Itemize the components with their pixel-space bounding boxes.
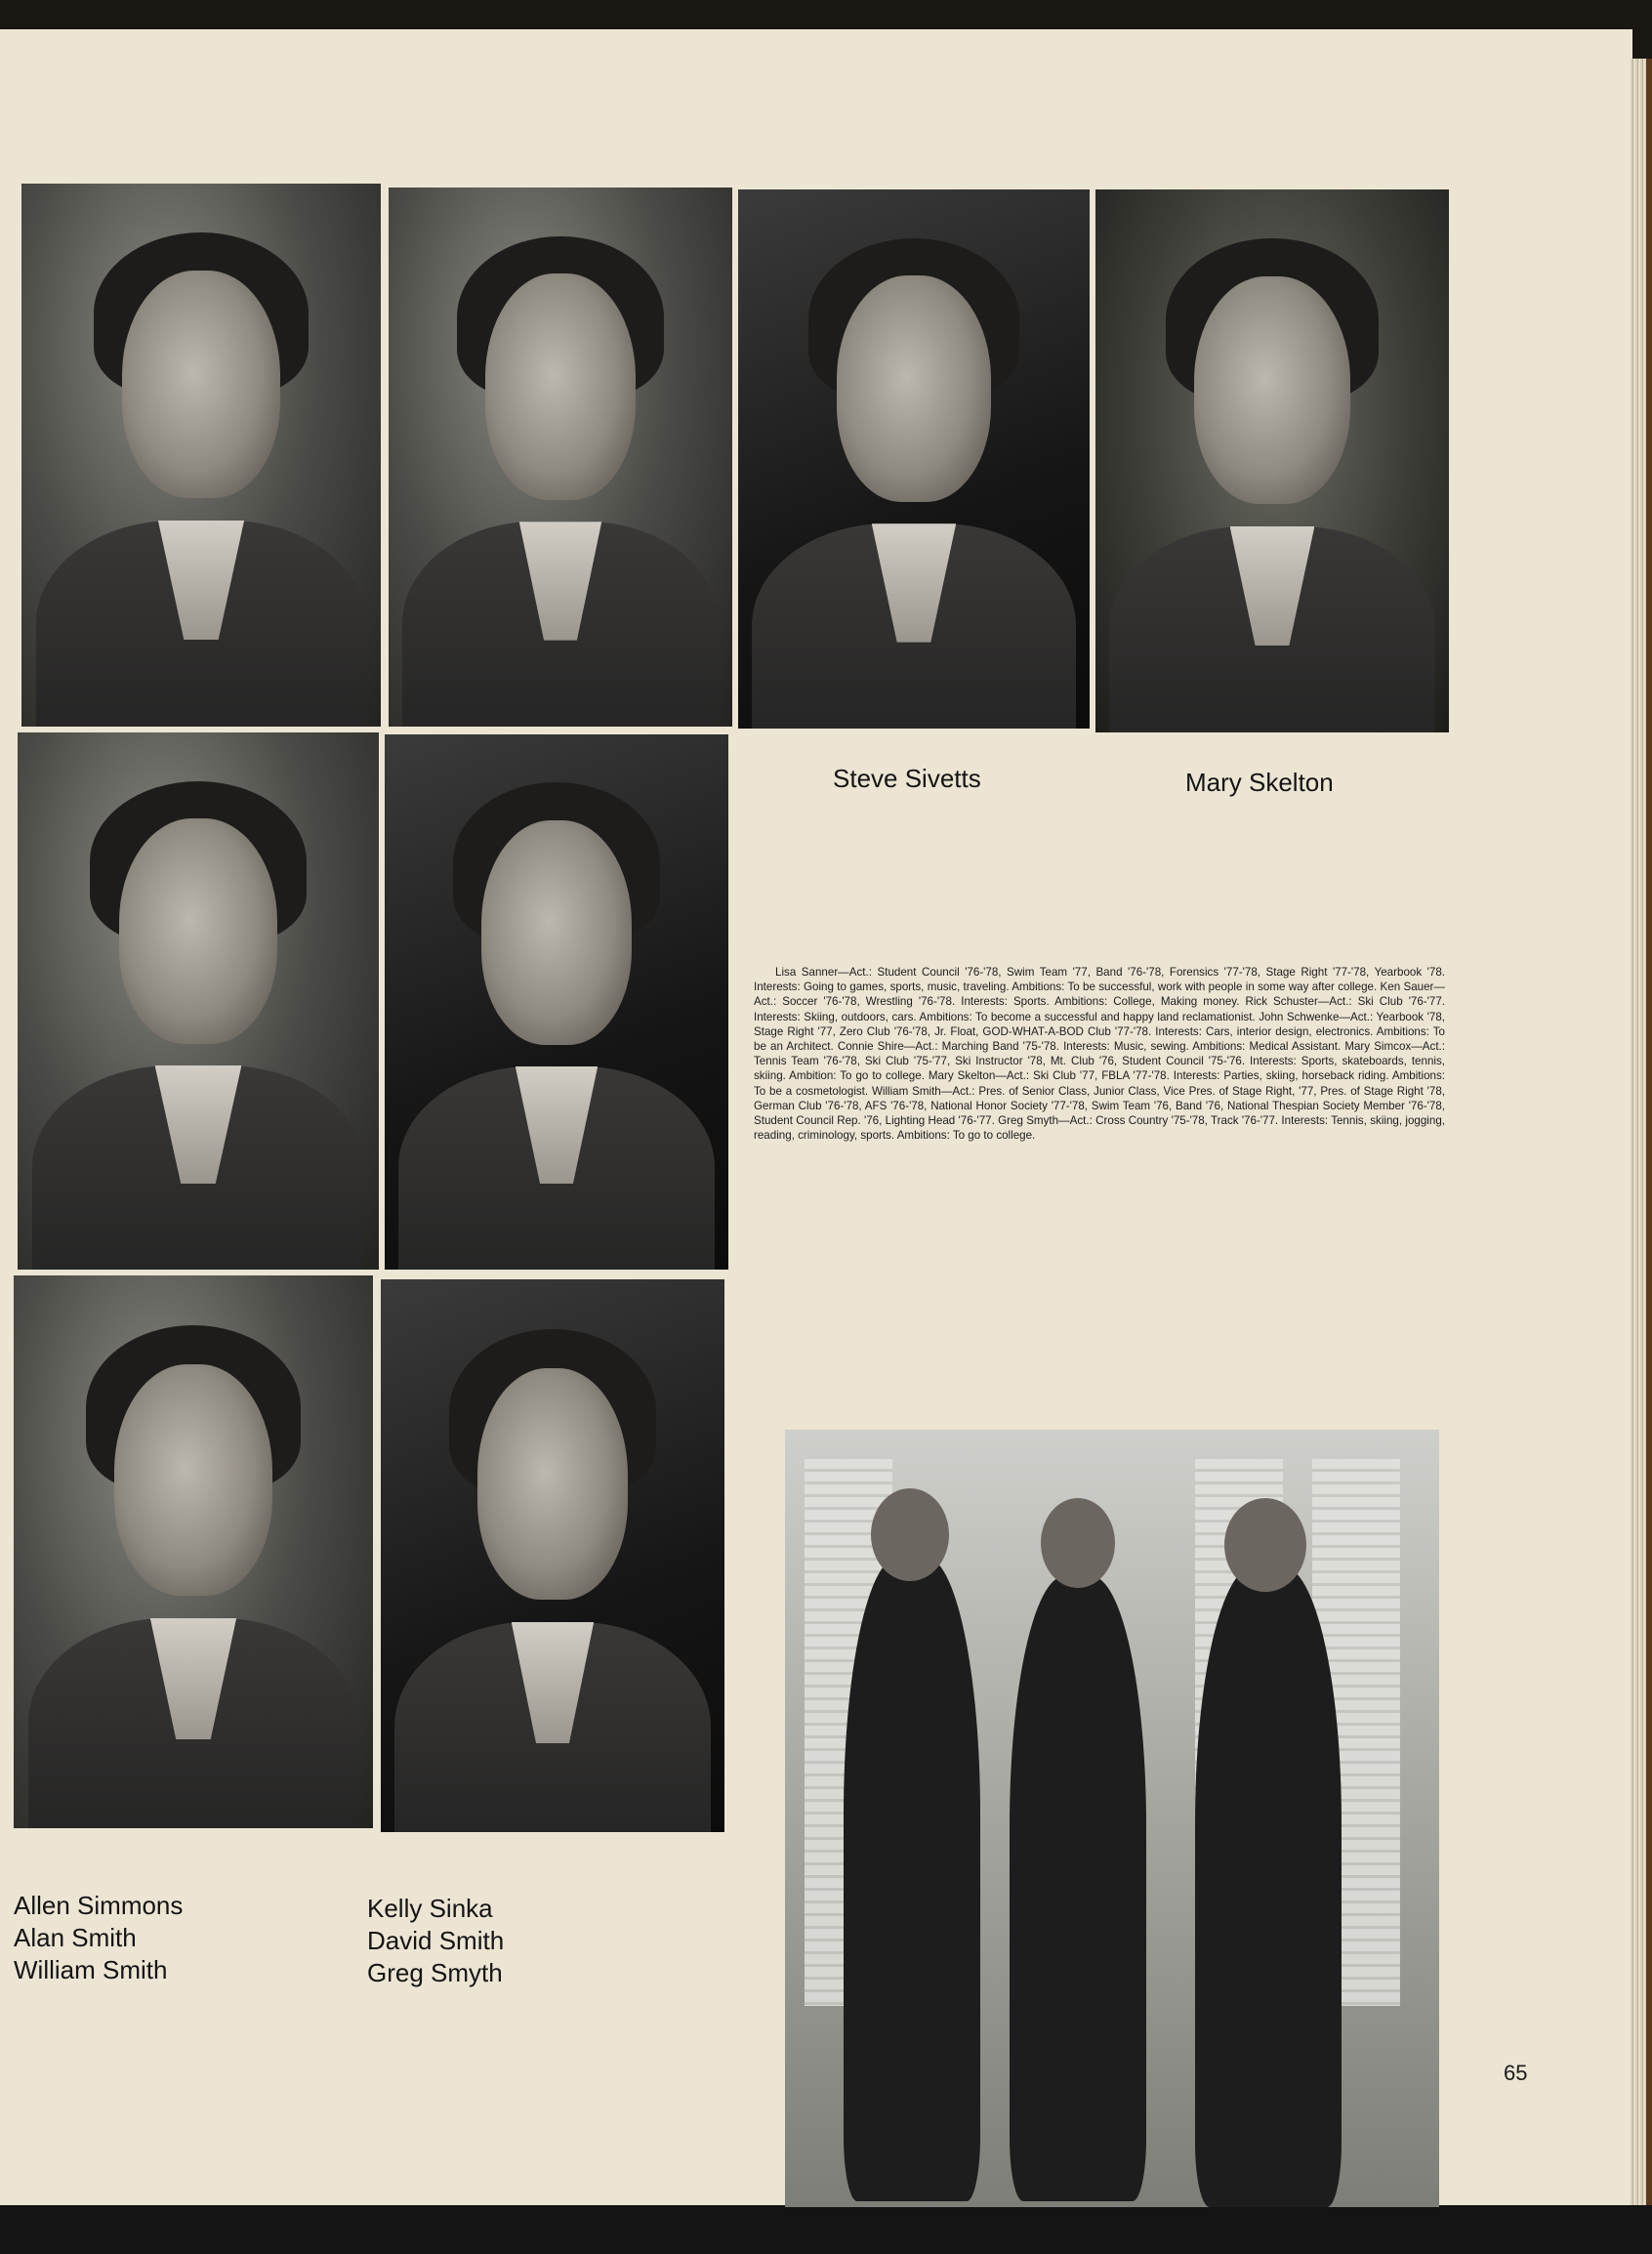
caption-mary-skelton: Mary Skelton [1185,768,1334,797]
name-kelly-sinka: Kelly Sinka [367,1894,493,1923]
names-left-column [14,1890,183,1986]
bottom-shadow [0,2205,1652,2254]
portrait-allen-simmons [21,184,381,727]
portrait-mary-skelton [1095,189,1449,732]
names-right-column [367,1893,504,1989]
book-cover-edge [1646,59,1652,2207]
senior-bio-text: Lisa Sanner—Act.: Student Council '76-'78, Swim Team '77, Band '76-'78, Forensics '77-'78, Stage Right '77-'78, Yearbook '78. Interests: Going to games, sports, music, traveling. Ambitions: To be successful, work with people in some way after college. Ken Sauer—Act.: Soccer '76-'78, Wrestling '76-'78. Interests: Sports. Ambitions: College, Making money. Rick Schuster—Act.: Ski Club '76-'77. Interests: Skiing, outdoors, cars. Ambitions: To become a successful and happy land reclamationist. John Schwenke—Act.: Yearbook '78, Stage Right '77, Zero Club '76-'78, Jr. Float, GOD-WHAT-A-BOD Club '77-'78. Interests: Cars, interior design, electronics. Ambitions: To be an Architect. Connie Shire—Act.: Marching Band '75-'78. Interests: Music, sewing. Ambitions: Medical Assistant. Mary Simcox—Act.: Tennis Team '76-'78, Ski Club '75-'77, Ski Instructor '78, Mt. Club '76, Student Council '75-'76. Interests: Sports, skateboards, tennis, skiing. Ambition: To go to college. Mary Skelton—Act.: Ski Club '77, FBLA '77-'78. Interests: Parties, skiing, horseback riding. Ambitions: To be a cosmetologist. William Smith—Act.: Pres. of Senior Class, Junior Class, Vice Pres. of Stage Right, '77, Pres. of Stage Right '78, German Club '76-'78, AFS '76-'78, National Honor Society '77-'78, Swim Team '76, Band '76, National Thespian Society Member '76-'78, Student Council Rep. '76, Lighting Head '76-'77. Greg Smyth—Act.: Cross Country '75-'78, Track '76-'77. Interests: Tennis, skiing, jogging, reading, criminology, sports. Ambitions: To go to college. [754,966,1445,1143]
page-number: 65 [1504,2061,1528,2085]
portrait-william-smith [14,1275,373,1828]
portrait-david-smith [385,734,728,1270]
candid-hallway-photo [785,1430,1439,2207]
name-alan-smith: Alan Smith [14,1923,137,1952]
portrait-alan-smith [18,732,379,1270]
portrait-steve-sivetts [738,189,1090,729]
name-william-smith: William Smith [14,1955,168,1984]
name-allen-simmons: Allen Simmons [14,1891,184,1920]
portrait-greg-smyth [381,1279,724,1832]
portrait-kelly-sinka [389,188,732,727]
caption-steve-sivetts: Steve Sivetts [833,764,981,793]
name-greg-smyth: Greg Smyth [367,1958,503,1987]
name-david-smith: David Smith [367,1926,505,1955]
